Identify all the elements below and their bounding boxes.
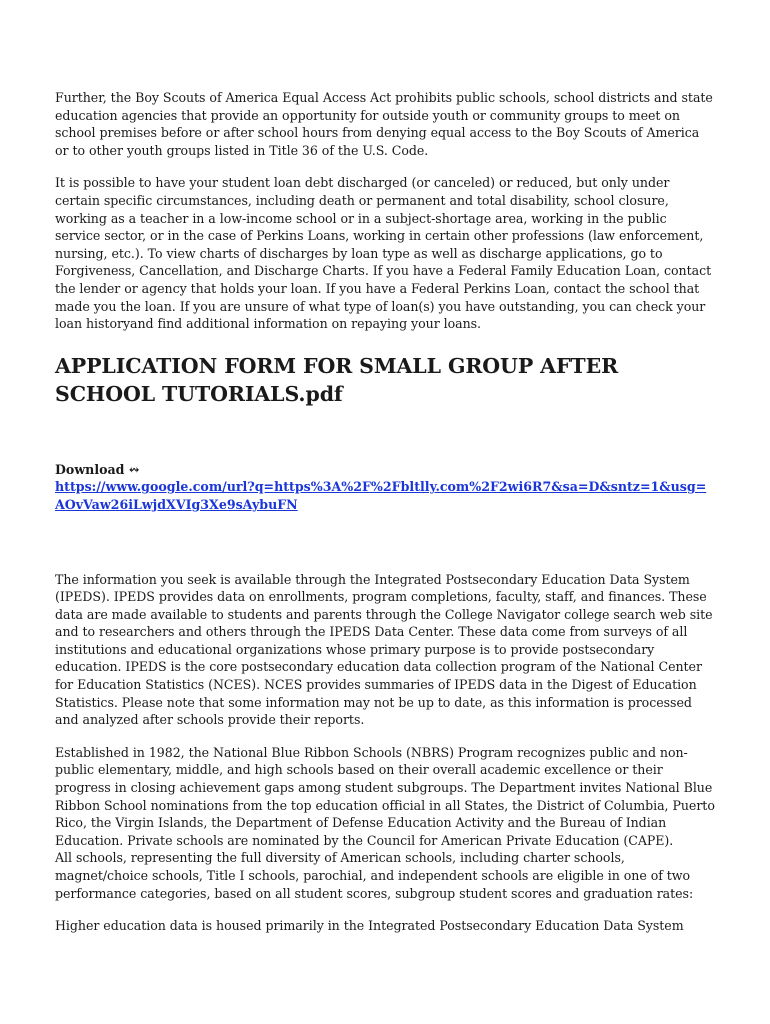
document-body	[55, 89, 715, 935]
paragraph-ipeds: The information you seek is available through the Integrated Postsecondary Education Data System (IPEDS). IPEDS provides data on enrollments, program completions, faculty, staff, and finances. These data are made available to students and parents through the College Navigator college search web site and to researchers and others through the IPEDS Data Center. These data come from surveys of all institutions and educational organizations whose primary purpose is to provide postsecondary education. IPEDS is the core postsecondary education data collection program of the National Center for Education Statistics (NCES). NCES provides summaries of IPEDS data in the Digest of Education Statistics. Please note that some information may not be up to date, as this information is processed and analyzed after schools provide their reports.	[55, 571, 713, 728]
download-section	[55, 461, 715, 514]
document-heading: APPLICATION FORM FOR SMALL GROUP AFTER SCHOOL TUTORIALS.pdf	[55, 353, 619, 406]
paragraph-higher-education: Higher education data is housed primarily in the Integrated Postsecondary Education Data System	[55, 918, 684, 934]
paragraph-student-loan: It is possible to have your student loan debt discharged (or canceled) or reduced, but only under certain specific circumstances, including death or permanent and total disability, school closure, working as a teacher in a low-income school or in a subject-shortage area, working in the public service sector, or in the case of Perkins Loans, working in certain other professions (law enforcement, nursing, etc.). To view charts of discharges by loan type as well as discharge applications, go to Forgiveness, Cancellation, and Discharge Charts. If you have a Federal Family Education Loan, contact the lender or agency that holds your loan. If you have a Federal Perkins Loan, contact the school that made you the loan. If you are unsure of what type of loan(s) you have outstanding, you can check your loan historyand find additional information on repaying your loans.	[55, 175, 712, 332]
paragraph-blue-ribbon: Established in 1982, the National Blue Ribbon Schools (NBRS) Program recognizes public and non-public elementary, middle, and high schools based on their overall academic excellence or their progress in closing achievement gaps among student subgroups. The Department invites National Blue Ribbon School nominations from the top education official in all States, the District of Columbia, Puerto Rico, the Virgin Islands, the Department of Defense Education Activity and the Bureau of Indian Education. Private schools are nominated by the Council for American Private Education (CAPE).	[55, 744, 715, 848]
download-label: Download ↭	[55, 461, 140, 477]
paragraph-boy-scouts: Further, the Boy Scouts of America Equal Access Act prohibits public schools, school districts and state education agencies that provide an opportunity for outside youth or community groups to meet on school premises before or after school hours from denying equal access to the Boy Scouts of America or to other youth groups listed in Title 36 of the U.S. Code.	[55, 90, 713, 158]
download-link[interactable]: https://www.google.com/url?q=https%3A%2F%2Fbltlly.com%2F2wi6R7&sa=D&sntz=1&usg=AOvVaw26iLwjdXVIg3Xe9sAybuFN	[55, 479, 707, 512]
paragraph-all-schools: All schools, representing the full diversity of American schools, including charter schools, magnet/choice schools, Title I schools, parochial, and independent schools are eligible in one of two performance categories, based on all student scores, subgroup student scores and graduation rates:	[55, 850, 694, 901]
